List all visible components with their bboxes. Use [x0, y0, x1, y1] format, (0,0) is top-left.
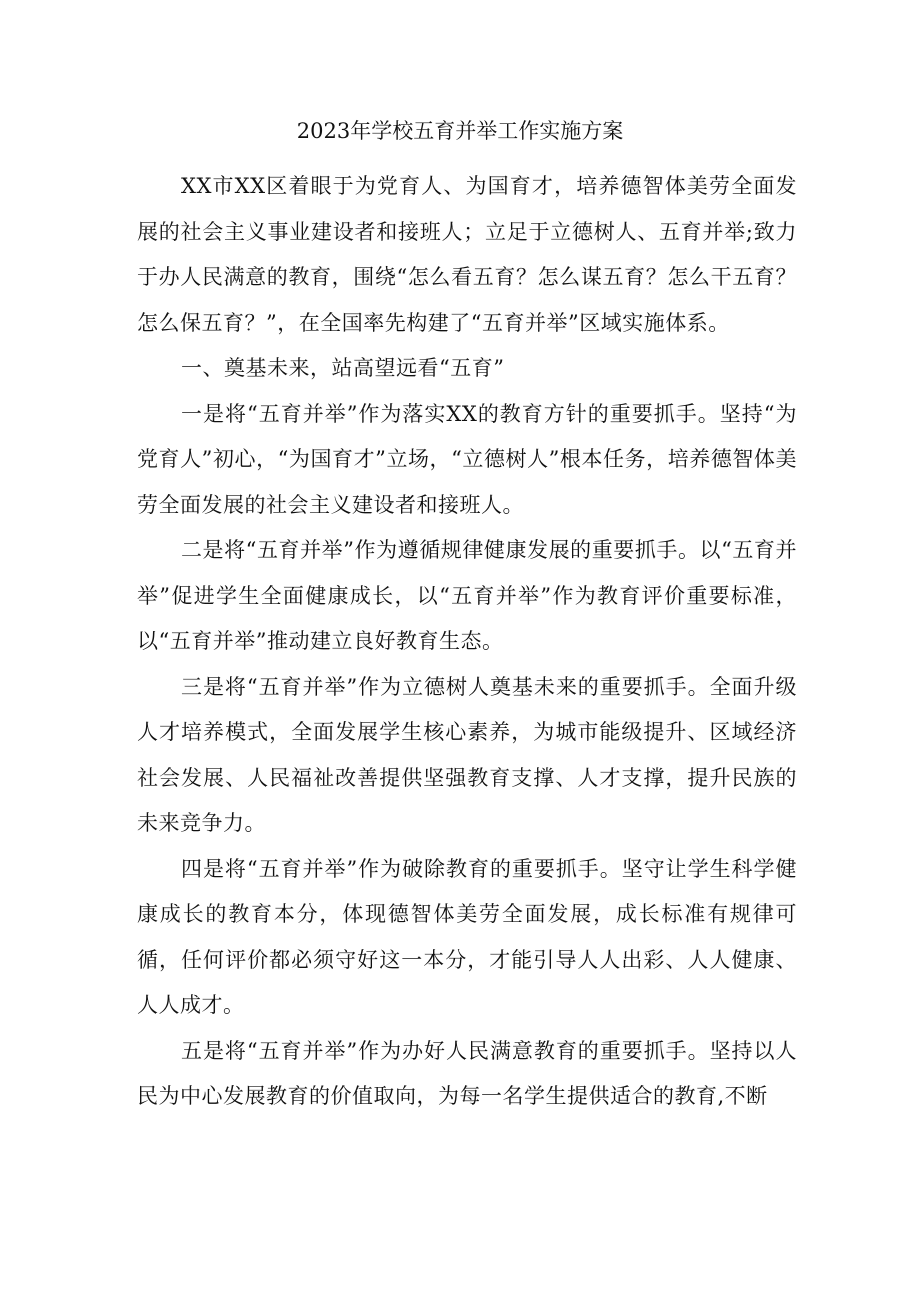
- paragraph-point-2: 二是将“五育并举”作为遵循规律健康发展的重要抓手。以“五育并举”促进学生全面健康成长，以“五育并举”作为教育评价重要标准，以“五育并举”推动建立良好教育生态。: [137, 538, 797, 653]
- paragraph-point-3: 三是将“五育并举”作为立德树人奠基未来的重要抓手。全面升级人才培养模式，全面发展学生核心素养，为城市能级提升、区域经济社会发展、人民福祉改善提供坚强教育支撑、人才支撑，提升民族的未来竞争力。: [137, 674, 797, 835]
- paragraph-point-5: 五是将“五育并举”作为办好人民满意教育的重要抓手。坚持以人民为中心发展教育的价值取向，为每一名学生提供适合的教育,不断: [137, 1038, 797, 1108]
- paragraph-point-1: 一是将“五育并举”作为落实XX的教育方针的重要抓手。坚持“为党育人”初心，“为国育才”立场，“立德树人”根本任务，培养德智体美劳全面发展的社会主义建设者和接班人。: [137, 401, 797, 517]
- paragraph-intro: XX市XX区着眼于为党育人、为国育才，培养德智体美劳全面发展的社会主义事业建设者和接班人；立足于立德树人、五育并举;致力于办人民满意的教育，围绕“怎么看五育？怎么谋五育？怎么干五育？怎么保五育？”，在全国率先构建了“五育并举”区域实施体系。: [137, 174, 797, 335]
- paragraph-point-4: 四是将“五育并举”作为破除教育的重要抓手。坚守让学生科学健康成长的教育本分，体现德智体美劳全面发展，成长标准有规律可循，任何评价都必须守好这一本分，才能引导人人出彩、人人健康、人人成才。: [137, 856, 797, 1017]
- document-body: [137, 164, 797, 1120]
- section-heading-1: 一、奠基未来，站高望远看“五育”: [181, 356, 505, 380]
- document-title: 2023年学校五育并举工作实施方案: [296, 119, 624, 143]
